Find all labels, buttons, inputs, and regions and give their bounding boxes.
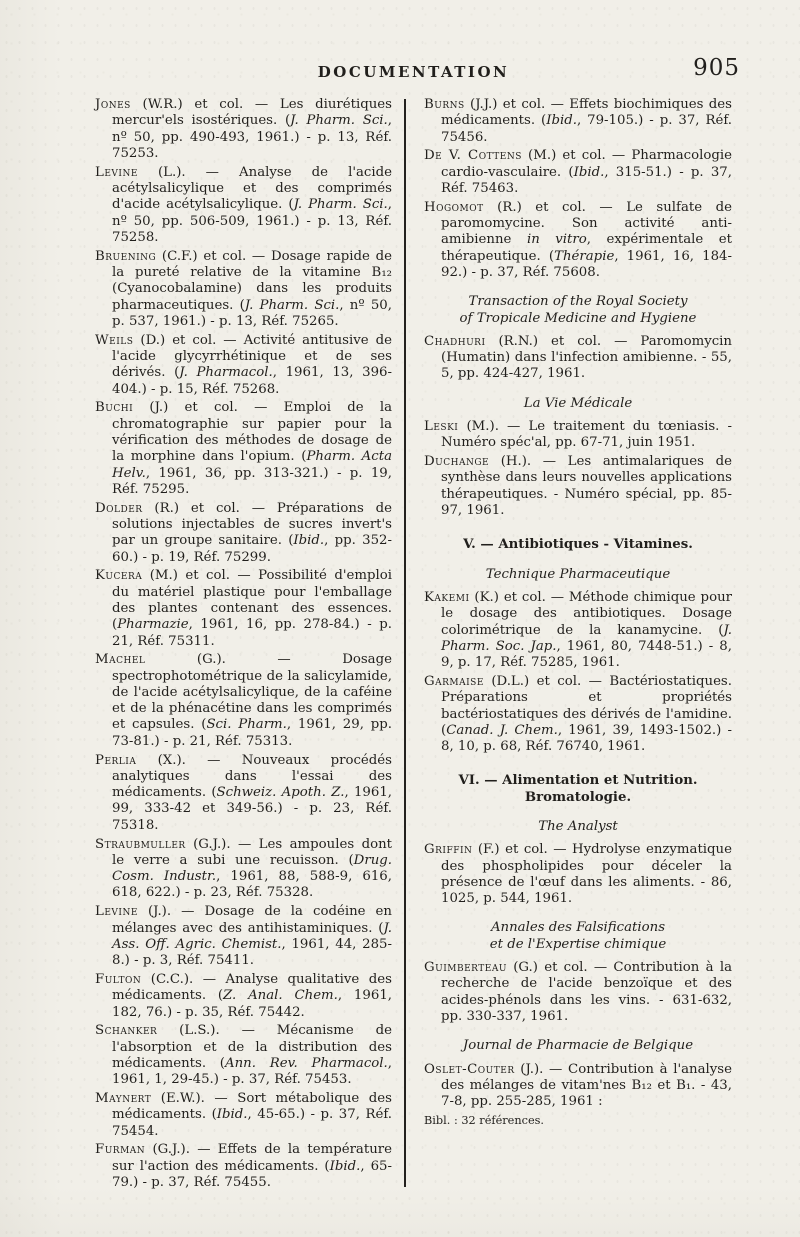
- heading-line: et de l'Expertise chimique: [489, 936, 667, 952]
- bib-entry: [424, 148, 732, 197]
- entry-text: , 1961, 16, pp. 278-84.) - p. 21, Réf. 75311.: [112, 617, 392, 649]
- entry-text: (X.). — Nouveaux procédés analytiques dans l'essai des médicaments. (: [112, 752, 392, 801]
- heading-line: V. — Antibiotiques - Vitamines.: [463, 537, 693, 553]
- author-name: Bruening: [95, 248, 157, 264]
- author-name: Kakemi: [424, 589, 470, 605]
- entry-text: Schweiz. Apoth. Z.: [216, 785, 345, 801]
- entry-text: , nº 50, p. 537, 1961.) - p. 13, Réf. 75265.: [112, 297, 392, 329]
- entry-text: (G.) et col. — Contribution à la recherche de l'acide benzoïque et des acides-phénols dans les vins. - 631-632, pp. 330-337, 1961.: [441, 960, 732, 1024]
- author-name: Dolder: [95, 500, 143, 516]
- author-name: Levine: [95, 164, 138, 180]
- journal-heading: [424, 294, 732, 327]
- entry-text: J. Pharm. Sci.: [244, 297, 340, 313]
- author-name: Buchi: [95, 400, 134, 416]
- entry-text: Pharmazie: [117, 617, 189, 633]
- entry-text: (M.) et col. — Pharmacologie cardio-vasculaire. (: [441, 148, 732, 180]
- heading-line: Journal de Pharmacie de Belgique: [462, 1038, 694, 1054]
- author-name: Jones: [95, 97, 131, 112]
- bib-entry: [95, 501, 392, 566]
- entry-text: (R.N.) et col. — Paromomycin (Humatin) dans l'infection amibienne. - 55, 5, pp. 424-427, 1961.: [441, 333, 732, 382]
- heading-line: Annales des Falsifications: [490, 920, 666, 936]
- heading-line: VI. — Alimentation et Nutrition.: [458, 773, 698, 789]
- entry-text: Canad. J. Chem.: [446, 722, 558, 738]
- bib-entry: [95, 333, 392, 398]
- entry-text: Drug. Cosm. Industr.: [112, 852, 392, 885]
- heading-line: La Vie Médicale: [523, 395, 633, 411]
- bib-entry: [424, 1062, 732, 1111]
- entry-text: Z. Anal. Chem.: [223, 988, 338, 1004]
- entry-text: (J.J.) et col. — Effets biochimiques des médicaments. (: [441, 97, 732, 129]
- entry-text: , nº 50, pp. 506-509, 1961.) - p. 13, Réf. 75258.: [112, 197, 392, 245]
- author-name: Schanker: [95, 1023, 158, 1039]
- entry-text: (G.J.). — Les ampoules dont le verre a subi une recuisson. (: [112, 836, 392, 868]
- entry-text: , 1961, 99, 333-42 et 349-56.) - p. 23, Réf. 75318.: [112, 785, 393, 833]
- entry-text: , nº 50, pp. 490-493, 1961.) - p. 13, Réf. 75253.: [112, 113, 392, 161]
- entry-text: (J.) et col. — Emploi de la chromatographie sur papier pour la vérification des méthodes de dosage de la morphine dans l'opium. (: [112, 400, 392, 465]
- bib-entry: [95, 400, 392, 498]
- author-name: Perlia: [95, 752, 137, 768]
- entry-text: J. Pharm. Sci.: [290, 113, 388, 129]
- author-name: Garmaise: [424, 673, 484, 689]
- bib-entry: [424, 674, 732, 755]
- entry-text: (M.) et col. — Possibilité d'emploi du matériel plastique pour l'emballage des plantes contenant des essences. (: [112, 568, 392, 633]
- entry-text: (R.) et col. — Le sulfate de paromomycine. Son activité anti-amibienne: [441, 199, 732, 248]
- journal-heading: [424, 396, 732, 412]
- entry-text: , 1961, 16, 184-92.) - p. 37, Réf. 75608.: [441, 248, 733, 280]
- entry-text: Pharm. Acta Helv.: [112, 449, 392, 481]
- entry-text: , 1961, 44, 285-8.) - p. 3, Réf. 75411.: [112, 936, 392, 969]
- entry-text: (G.). — Dosage spectrophotométrique de la salicylamide, de l'acide acétylsalicylique, de la caféine et de la phénacétine dans les comprimés et capsules. (: [112, 652, 392, 733]
- entry-text: , 1961, 88, 588-9, 616, 618, 622.) - p. 23, Réf. 75328.: [112, 869, 392, 901]
- entry-text: Ibid.: [573, 164, 605, 180]
- bib-entry: [95, 1023, 392, 1088]
- author-name: Weils: [95, 332, 134, 348]
- author-name: Burns: [424, 97, 465, 112]
- entry-text: Bibl. : 32 références.: [424, 1113, 545, 1127]
- entry-text: Ibid.: [293, 533, 325, 549]
- author-name: Oslet-Couter: [424, 1061, 515, 1077]
- left-column: [95, 97, 392, 1194]
- author-name: Griffin: [424, 842, 473, 858]
- entry-text: Ann. Rev. Pharmacol.: [225, 1055, 388, 1071]
- bib-entry: [95, 972, 392, 1021]
- entry-text: , 45-65.) - p. 37, Réf. 75454.: [112, 1107, 393, 1139]
- entry-text: , pp. 352-60.) - p. 19, Réf. 75299.: [112, 533, 392, 565]
- section-heading: [424, 537, 732, 553]
- bib-entry: [95, 249, 392, 330]
- entry-text: (C.F.) et col. — Dosage rapide de la pureté relative de la vitamine B₁₂ (Cyanocobalamine) dans les produits pharmaceutiques. (: [112, 248, 392, 313]
- entry-text: , 1961, 13, 396-404.) - p. 15, Réf. 75268.: [112, 365, 392, 397]
- heading-line: Technique Pharmaceutique: [485, 566, 671, 582]
- journal-heading: [424, 920, 732, 953]
- entry-text: Ibid.: [546, 113, 577, 129]
- entry-text: (W.R.) et col. — Les diurétiques mercur'els isostériques. (: [112, 97, 392, 129]
- entry-text: (K.) et col. — Méthode chimique pour le dosage des antibiotiques. Dosage colorimétrique de la kanamycine. (: [441, 589, 732, 638]
- entry-text: (R.) et col. — Préparations de solutions injectables de sucres invert's par un groupe sanitaire. (: [112, 500, 392, 549]
- heading-line: The Analyst: [538, 818, 618, 834]
- entry-text: (L.). — Analyse de l'acide acétylsalicylique et des comprimés d'acide acétylsalicylique. (: [112, 164, 392, 213]
- entry-text: in vitro: [526, 232, 587, 248]
- journal-heading: [424, 1038, 732, 1054]
- entry-text: (H.). — Les antimalariques de synthèse dans leurs nouvelles applications thérapeutiques. - Numéro spécial, pp. 85-97, 1961.: [441, 454, 732, 519]
- bib-entry: [95, 904, 392, 969]
- entry-text: , 1961, 29, pp. 73-81.) - p. 21, Réf. 75313.: [112, 717, 392, 749]
- entry-text: Ibid.: [329, 1158, 361, 1174]
- entry-text: Sci. Pharm.: [206, 717, 287, 733]
- entry-text: , 1961, 80, 7448-51.) - 8, 9, p. 17, Réf. 75285, 1961.: [441, 638, 732, 671]
- author-name: De V. Cottens: [424, 148, 522, 164]
- page-header-title: DOCUMENTATION: [317, 63, 510, 81]
- bib-entry: [95, 97, 392, 162]
- bib-entry: [424, 960, 732, 1025]
- entry-text: , 1961, 36, pp. 313-321.) - p. 19, Réf. 75295.: [112, 465, 392, 497]
- entry-text: , 315-51.) - p. 37, Réf. 75463.: [441, 164, 732, 196]
- entry-text: (G.J.). — Effets de la température sur l'action des médicaments. (: [112, 1142, 392, 1174]
- entry-text: Thérapie: [554, 248, 615, 264]
- journal-heading: [424, 819, 732, 835]
- author-name: Guimberteau: [424, 960, 507, 976]
- bib-entry: [424, 334, 732, 383]
- author-name: Kucera: [95, 568, 143, 584]
- bib-entry: [95, 753, 392, 834]
- bib-entry: [95, 837, 392, 902]
- heading-line: Transaction of the Royal Society: [468, 294, 688, 310]
- bib-entry: [424, 454, 732, 519]
- journal-heading: [424, 567, 732, 583]
- author-name: Levine: [95, 904, 138, 920]
- entry-text: J. Pharm. Soc. Jap.: [441, 622, 732, 654]
- entry-text: , 1961, 39, 1493-1502.) - 8, 10, p. 68, Réf. 76740, 1961.: [441, 722, 732, 755]
- author-name: Straubmuller: [95, 836, 186, 852]
- entry-text: (C.C.). — Analyse qualitative des médicaments. (: [112, 971, 392, 1004]
- entry-text: (M.). — Le traitement du tœniasis. - Numéro spéc'al, pp. 67-71, juin 1951.: [441, 419, 732, 451]
- entry-text: , 65-79.) - p. 37, Réf. 75455.: [112, 1158, 392, 1190]
- page-number: 905: [693, 55, 740, 81]
- entry-text: (D.L.) et col. — Bactériostatiques. Préparations et propriétés bactériostatiques des dérivés de l'amidine. (: [441, 673, 732, 738]
- author-name: Duchange: [424, 454, 490, 470]
- author-name: Hogomot: [424, 199, 484, 215]
- author-name: Machel: [95, 652, 146, 668]
- right-column: [424, 97, 732, 1132]
- entry-text: , 1961, 182, 76.) - p. 35, Réf. 75442.: [112, 988, 393, 1020]
- section-heading: [424, 773, 732, 806]
- entry-text: (J.). — Contribution à l'analyse des mélanges de vitam'nes B₁₂ et B₁. - 43, 7-8, pp. 255-285, 1961 :: [441, 1061, 732, 1110]
- entry-text: (D.) et col. — Activité antitusive de l'acide glycyrrhétinique et de ses dérivés. (: [112, 332, 392, 381]
- entry-text: J. Pharm. Sci.: [293, 197, 388, 213]
- entry-text: , expérimentale et thérapeutique. (: [441, 232, 733, 264]
- bib-entry: [424, 200, 732, 281]
- entry-text: (J.). — Dosage de la codéine en mélanges avec des antihistaminiques. (: [112, 904, 392, 936]
- bib-entry: [424, 842, 732, 907]
- entry-text: (L.S.). — Mécanisme de l'absorption et de la distribution des médicaments. (: [112, 1023, 392, 1071]
- entry-text: (F.) et col. — Hydrolyse enzymatique des phospholipides pour déceler la présence de l'œuf dans les aliments. - 86, 1025, p. 544, 1961.: [441, 842, 732, 907]
- bib-entry: [95, 1142, 392, 1191]
- entry-text: J. Pharmacol.: [179, 365, 273, 381]
- heading-line: Bromatologie.: [524, 789, 632, 805]
- heading-line: of Tropicale Medicine and Hygiene: [459, 310, 697, 326]
- entry-text: Ibid.: [216, 1107, 248, 1123]
- entry-text: (E.W.). — Sort métabolique des médicaments. (: [112, 1091, 392, 1123]
- bib-entry: [95, 165, 392, 246]
- author-name: Chadhuri: [424, 333, 486, 349]
- bib-entry: [95, 652, 392, 750]
- author-name: Fulton: [95, 971, 142, 987]
- author-name: Leski: [424, 419, 459, 435]
- entry-text: , 1961, 1, 29-45.) - p. 37, Réf. 75453.: [112, 1055, 393, 1088]
- bib-entry: [424, 590, 732, 671]
- entry-text: J. Ass. Off. Agric. Chemist.: [112, 920, 392, 952]
- column-divider: [404, 99, 406, 1187]
- bib-entry: [95, 568, 392, 649]
- author-name: Maynert: [95, 1091, 152, 1107]
- bib-entry: [424, 419, 732, 452]
- entry-text: , 79-105.) - p. 37, Réf. 75456.: [441, 113, 733, 145]
- bib-entry: [95, 1091, 392, 1140]
- author-name: Furman: [95, 1142, 146, 1158]
- bib-entry: [424, 97, 732, 146]
- bibliography-note: [424, 1113, 732, 1129]
